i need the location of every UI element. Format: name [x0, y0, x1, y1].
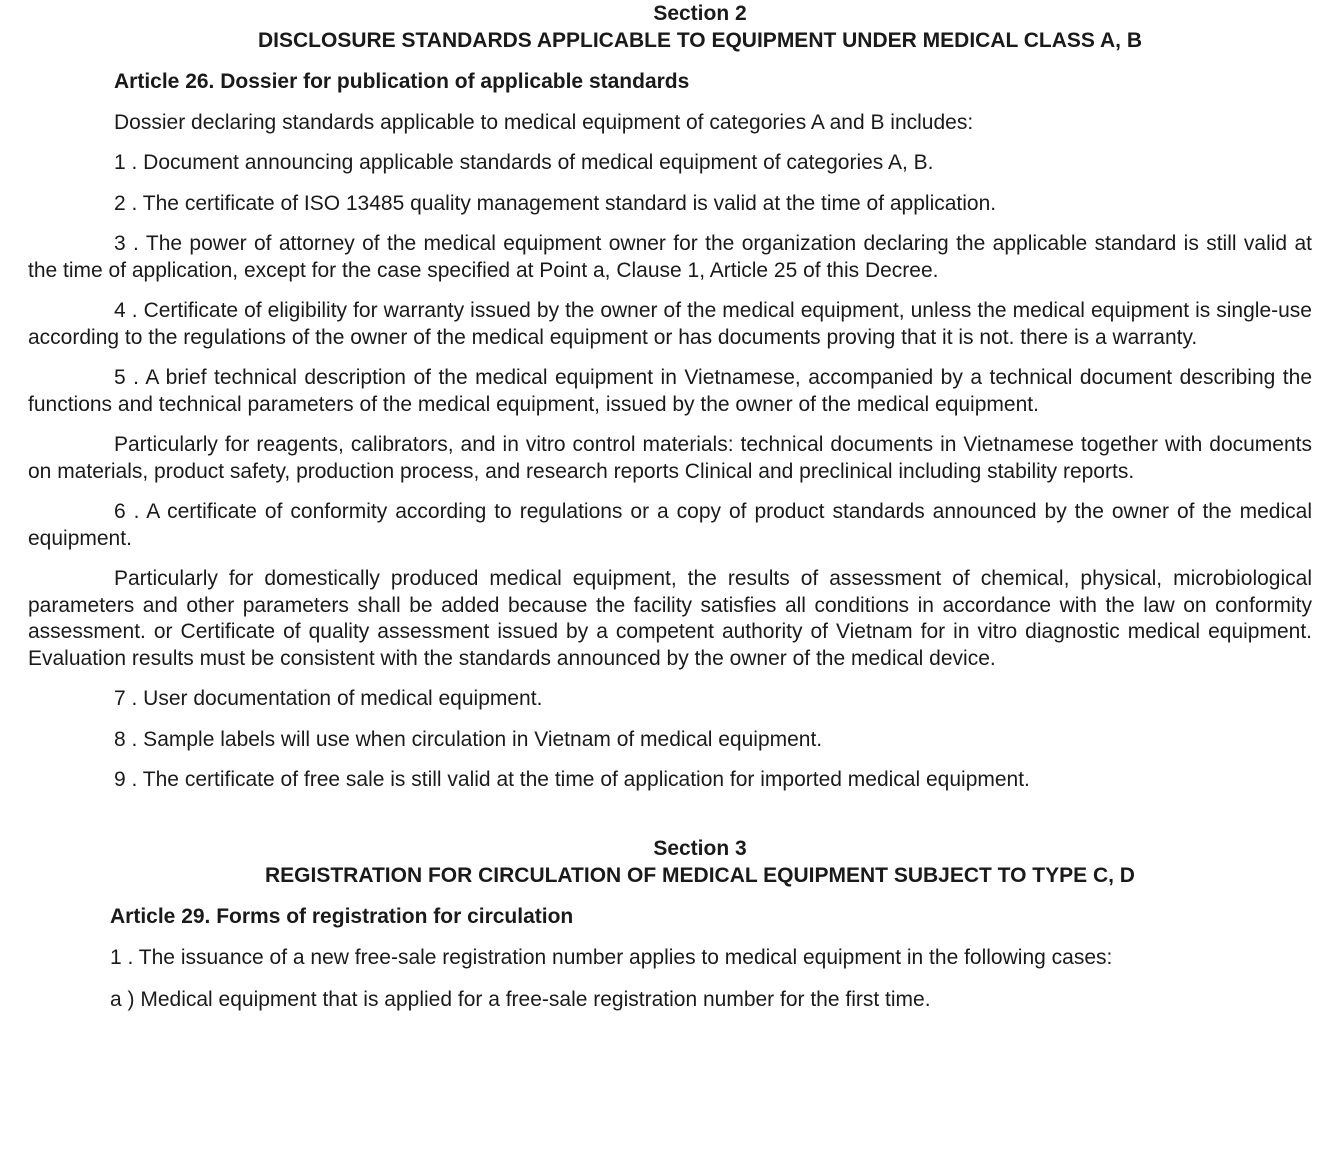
article-26-item-3: 3 . The power of attorney of the medical equipment owner for the organization declaring the applicable standard is still valid at the time of application, except for the case specified at Point a, Clause 1, Article 25 of this Decree. — [28, 232, 1312, 282]
article-26-intro: Dossier declaring standards applicable to medical equipment of categories A and B includes: — [114, 110, 974, 134]
article-26-item-7: 7 . User documentation of medical equipment. — [114, 687, 543, 710]
article-29-item-1: 1 . The issuance of a new free-sale registration number applies to medical equipment in the following cases: — [110, 946, 1113, 969]
article-26-item-1: 1 . Document announcing applicable standards of medical equipment of categories A, B. — [114, 151, 934, 174]
article-26-item-8: 8 . Sample labels will use when circulation in Vietnam of medical equipment. — [114, 727, 823, 751]
article-26-item-5: 5 . A brief technical description of the medical equipment in Vietnamese, accompanied by a technical document describing the functions and technical parameters of the medical equipment, issued by the owner of the medical equipment. — [28, 366, 1312, 416]
section-2-number: Section 2 — [653, 2, 747, 25]
article-26-heading: Article 26. Dossier for publication of applicable standards — [114, 70, 690, 93]
document-page — [28, 0, 1312, 1013]
article-26-item-9: 9 . The certificate of free sale is still valid at the time of application for imported medical equipment. — [114, 768, 1030, 791]
section-3-number: Section 3 — [653, 836, 747, 860]
section-3-title: REGISTRATION FOR CIRCULATION OF MEDICAL EQUIPMENT SUBJECT TO TYPE C, D — [265, 863, 1135, 887]
article-26-item-6: 6 . A certificate of conformity according to regulations or a copy of product standards announced by the owner of the medical equipment. — [28, 500, 1312, 550]
section-2-title: DISCLOSURE STANDARDS APPLICABLE TO EQUIPMENT UNDER MEDICAL CLASS A, B — [258, 29, 1142, 52]
article-26-item-4: 4 . Certificate of eligibility for warranty issued by the owner of the medical equipment, unless the medical equipment is single-use according to the regulations of the owner of the medical equipment or has documents proving that it is not. there is a warranty. — [28, 299, 1312, 349]
article-26-item-5-note: Particularly for reagents, calibrators, and in vitro control materials: technical documents in Vietnamese together with documents on materials, product safety, production process, and research reports Clinical and preclinical including stability reports. — [28, 433, 1312, 483]
article-26-item-6-note: Particularly for domestically produced medical equipment, the results of assessment of chemical, physical, microbiological parameters and other parameters shall be added because the facility satisfies all conditions in accordance with the law on conformity assessment. or Certificate of quality assessment issued by a competent authority of Vietnam for in vitro diagnostic medical equipment. Evaluation results must be consistent with the standards announced by the owner of the medical device. — [28, 567, 1312, 670]
article-26-item-2: 2 . The certificate of ISO 13485 quality management standard is valid at the time of application. — [114, 191, 997, 215]
article-29-item-1a: a ) Medical equipment that is applied for a free-sale registration number for the first time. — [110, 987, 931, 1011]
article-29-heading: Article 29. Forms of registration for circulation — [110, 904, 574, 928]
